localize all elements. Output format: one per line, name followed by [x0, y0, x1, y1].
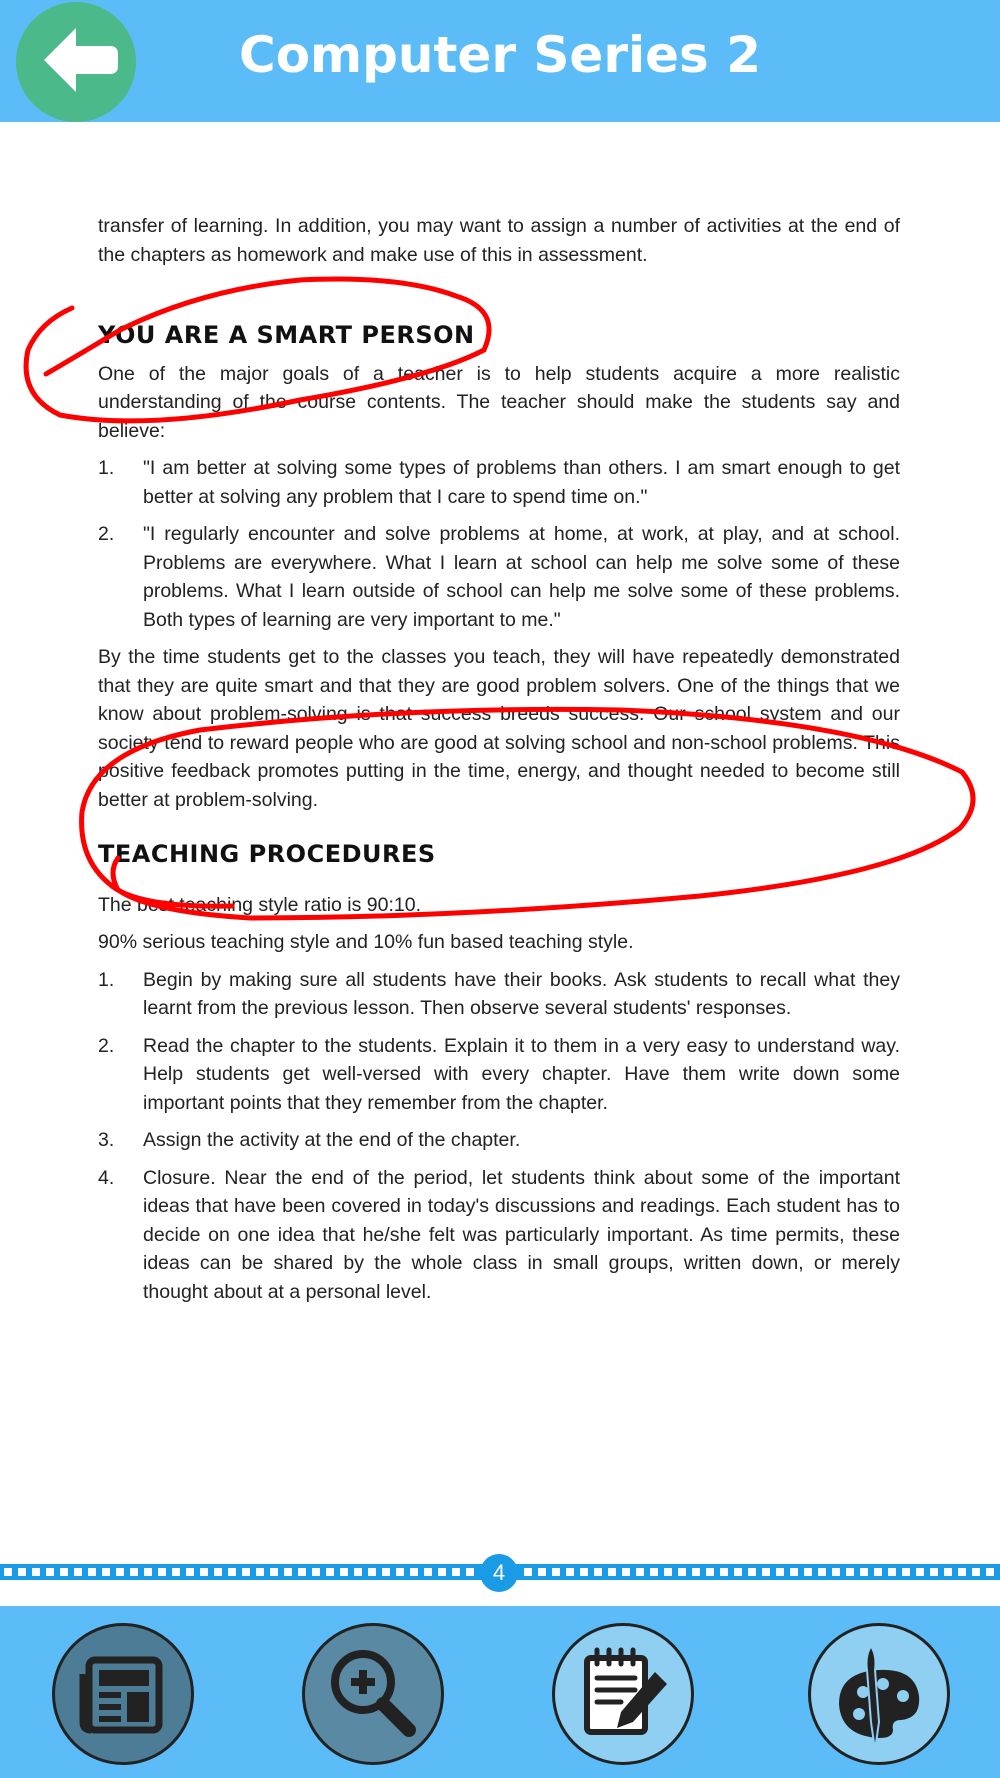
section-heading-smart-person: YOU ARE A SMART PERSON: [98, 321, 475, 349]
list-item: [98, 966, 900, 1023]
list-text: Closure. Near the end of the period, let students think about some of the important ideas that have been covered in today's discussions and readings. Each student has to decide on one idea that he/she felt was particularly important. As time permits, these ideas can be shared by the whole class in small groups, written down, or merely thought about at a personal level.: [143, 1166, 900, 1303]
list-number: 1.: [98, 968, 115, 991]
newspaper-icon: [55, 1626, 191, 1762]
app-header: [0, 0, 1000, 122]
list-number: 4.: [98, 1166, 115, 1189]
bottom-toolbar: [0, 1606, 1000, 1778]
document-page: [98, 212, 900, 1306]
ratio-line: The best teaching style ratio is 90:10.: [98, 893, 422, 916]
zoom-button[interactable]: [302, 1623, 444, 1765]
list-item: [98, 454, 900, 511]
section1-list: [98, 454, 900, 634]
list-item: [98, 1126, 900, 1155]
intro-paragraph: transfer of learning. In addition, you may want to assign a number of activities at the end of the chapters as homework and make use of this in assessment.: [98, 215, 900, 266]
page-number-indicator[interactable]: 4: [480, 1554, 518, 1592]
style-line: 90% serious teaching style and 10% fun based teaching style.: [98, 931, 634, 953]
palette-brush-icon: [811, 1626, 947, 1762]
list-text: "I am better at solving some types of problems than others. I am smart enough to get better at solving any problem that I care to spend time on.": [143, 457, 900, 508]
zoom-in-icon: [305, 1626, 441, 1762]
list-number: 3.: [98, 1129, 115, 1151]
section-heading-teaching-procedures: TEACHING PROCEDURES: [98, 840, 436, 868]
list-item: [98, 520, 900, 634]
paint-button[interactable]: [808, 1623, 950, 1765]
list-item: [98, 1032, 900, 1118]
contents-button[interactable]: [52, 1623, 194, 1765]
list-text: Read the chapter to the students. Explain it to them in a very easy to understand way. Help students get well-versed with every chapter. Have them write down some important points that they remember from the chapter.: [143, 1034, 900, 1114]
list-number: 2.: [98, 523, 115, 545]
list-item: [98, 1164, 900, 1307]
list-number: 1.: [98, 457, 115, 479]
section1-paragraph: One of the major goals of a teacher is to help students acquire a more realistic understanding of the course contents. The teacher should make the students say and believe:: [98, 362, 900, 442]
list-text: Assign the activity at the end of the chapter.: [143, 1129, 521, 1151]
list-text: Begin by making sure all students have their books. Ask students to recall what they learnt from the previous lesson. Then observe several students' responses.: [143, 968, 900, 1019]
notes-button[interactable]: [552, 1623, 694, 1765]
section1-paragraph-2: By the time students get to the classes you teach, they will have repeatedly demonstrated that they are quite smart and that they are good problem solvers. One of the things that we know about problem-solving is that success breeds success. Our school system and our society tend to reward people who are good at solving school and non-school problems. This positive feedback promotes putting in the time, energy, and thought needed to become still better at problem-solving.: [98, 646, 900, 811]
notepad-pencil-icon: [555, 1626, 691, 1762]
list-number: 2.: [98, 1034, 115, 1057]
app-title: Computer Series 2: [239, 26, 761, 84]
list-text: "I regularly encounter and solve problems at home, at work, at play, and at school. Problems are everywhere. What I learn at school can help me solve some of these problems. What I learn outside of school can help me solve some of these problems. Both types of learning are very important to me.": [143, 523, 900, 631]
procedures-list: [98, 966, 900, 1307]
